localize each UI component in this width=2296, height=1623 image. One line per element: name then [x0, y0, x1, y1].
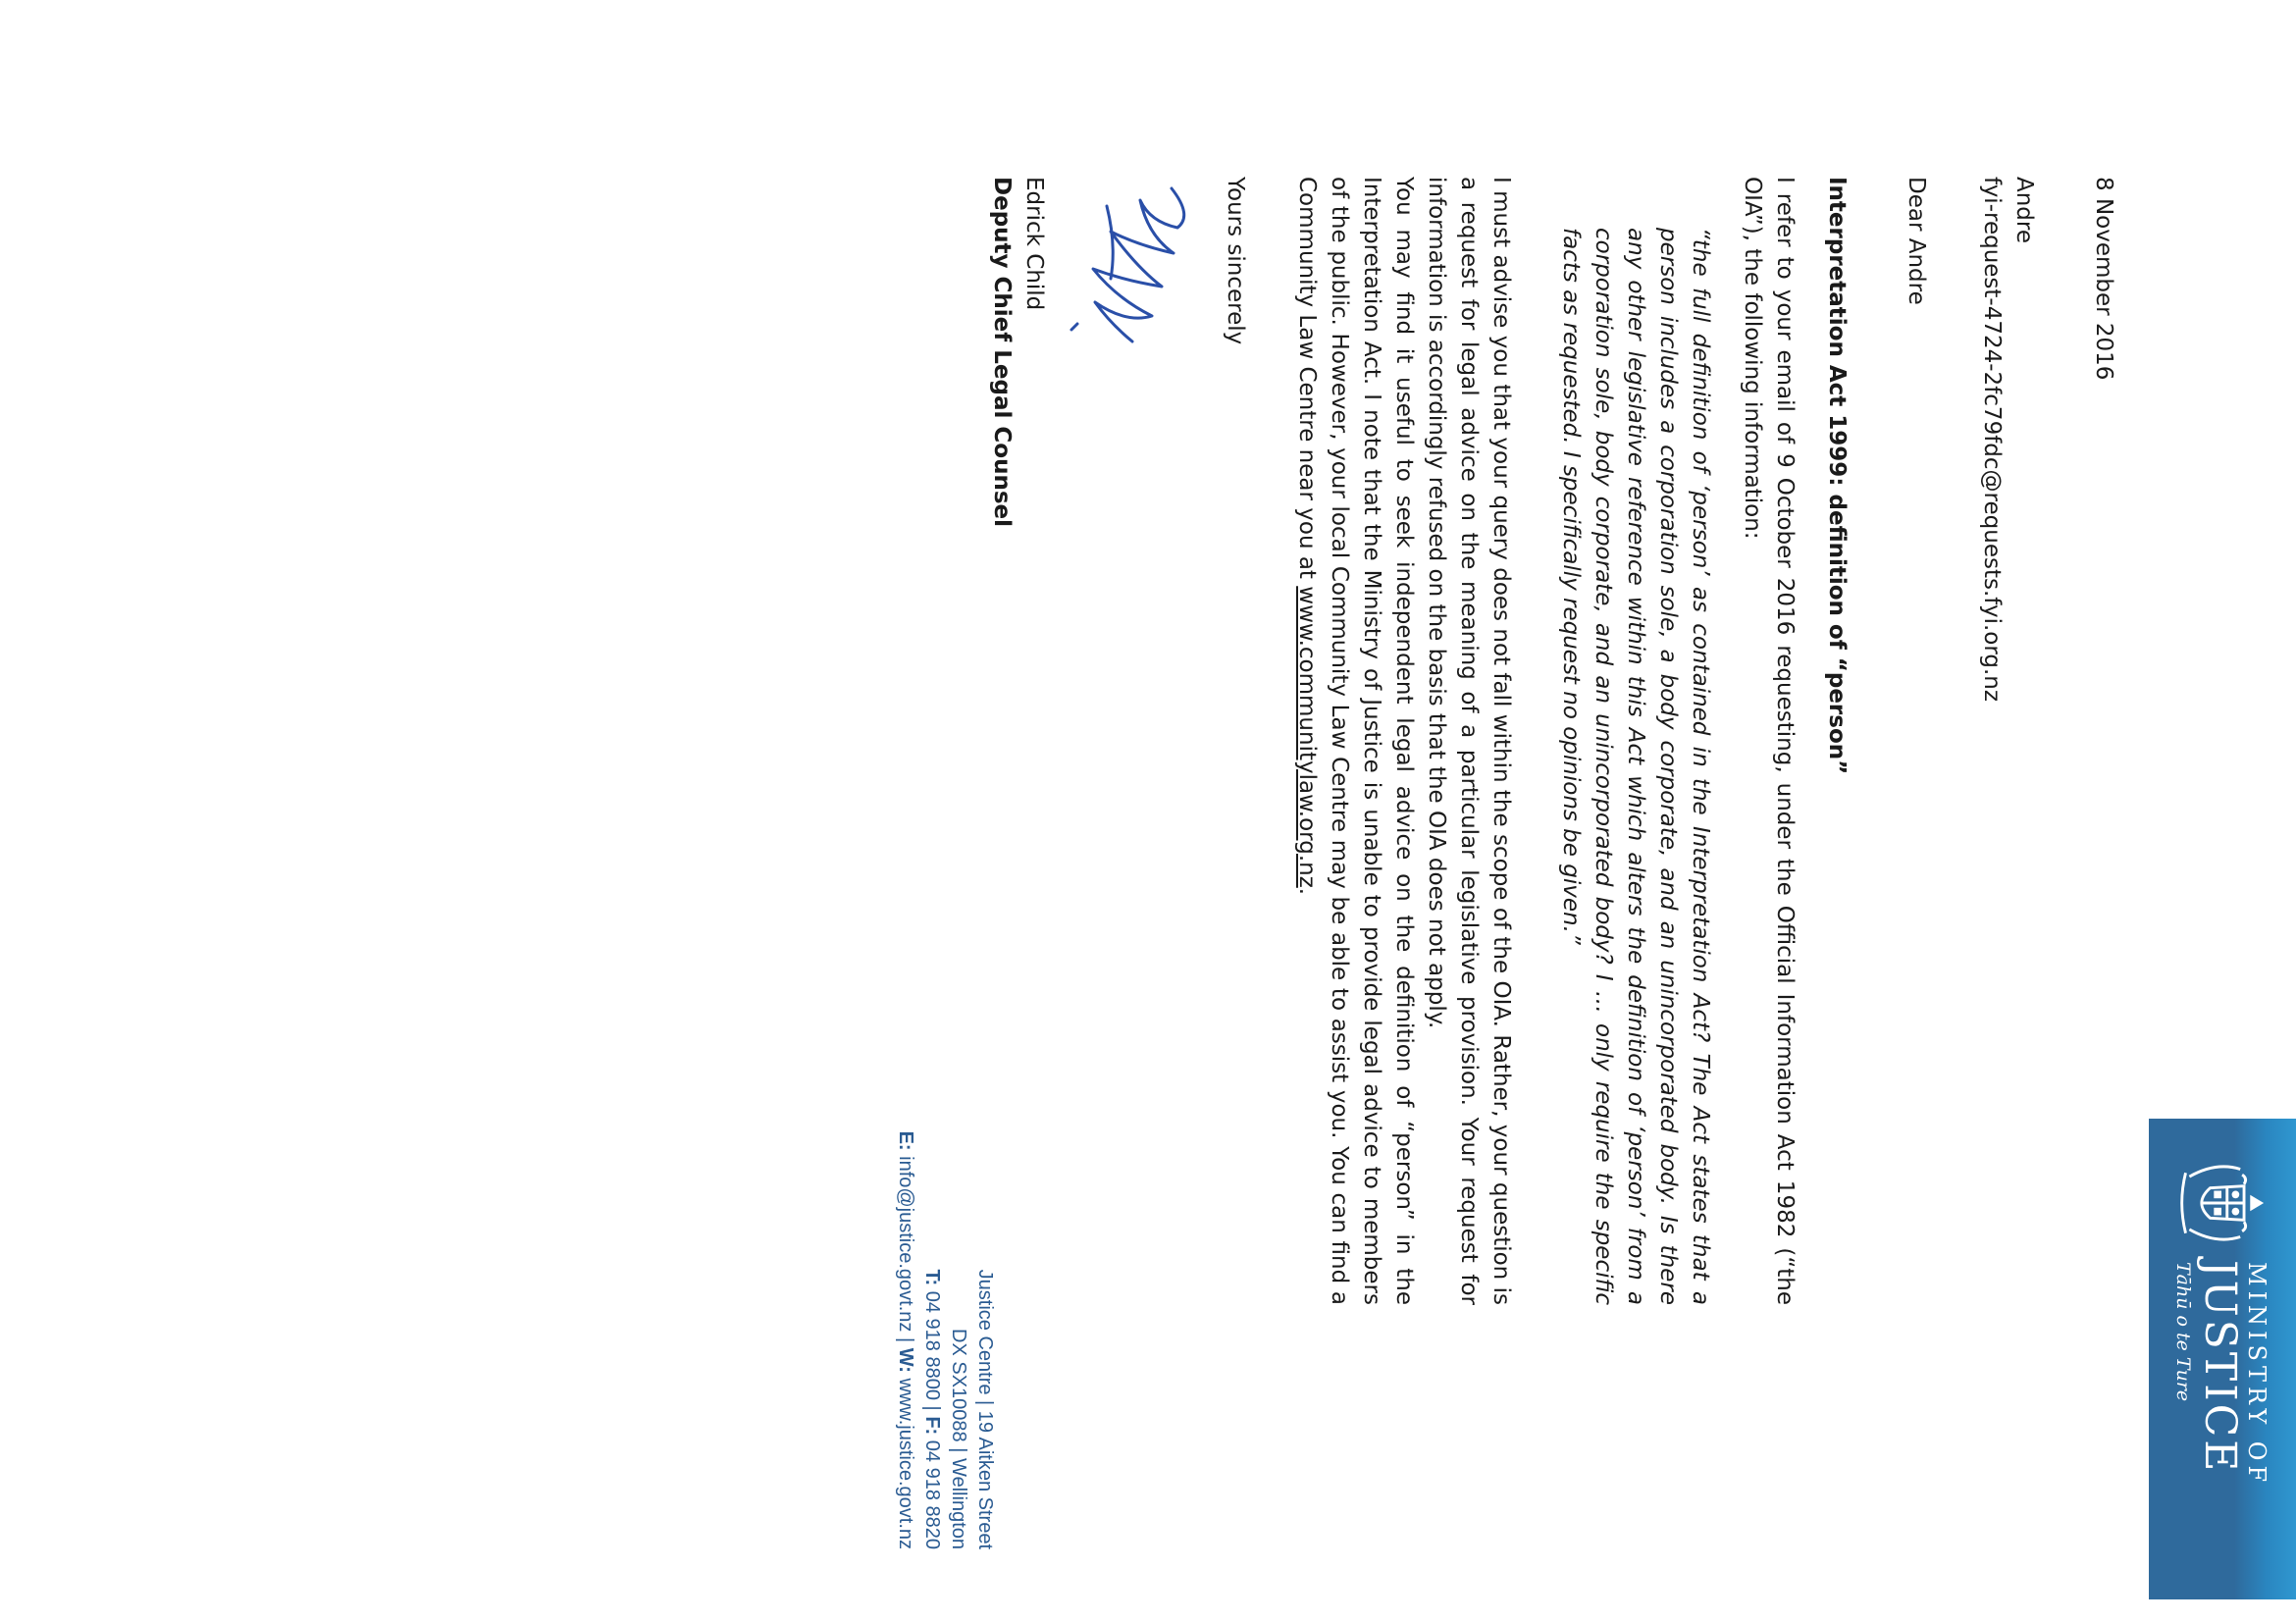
contact-email: info@justice.govt.nz [895, 1156, 916, 1333]
email-web-line [892, 1131, 918, 1549]
recipient-name: Andre [2011, 177, 2037, 244]
phone-label: T: [921, 1269, 943, 1286]
coat-of-arms-icon [2174, 1156, 2269, 1250]
quoted-request: “the full definition of ‘person’ as contained in the Interpretation Act? The Act states that a person includes a corporation sole, a body corporate, and an unincorporated body. Is there any other legislative reference within this Act which alters the definition of ‘person’ from a corporation sole, body corporate, and an unincorporated body? I … only require the specific facts as requested. I specifically request no opinions be given.” [1558, 228, 1713, 1305]
salutation: Dear Andre [1904, 177, 1929, 305]
body-paragraph-1: I must advise you that your query does not fall within the scope of the OIA. Rather, your question is a request for legal advice on the meaning of a particular legislative provision. Your request for information is accordingly refused on the basis that the OIA does not apply. [1424, 177, 1514, 1305]
body-paragraph-2-text: You may find it useful to seek independent legal advice on the definition of “person” in the Interpretation Act. I note that the Ministry of Justice is unable to provide legal advice to members of the public. However, your local Community Law Centre may be able to assist you. You can find a Community Law Centre near you at [1294, 177, 1417, 1305]
intro-paragraph: I refer to your email of 9 October 2016 requesting, under the Official Information Act 1982 (“the OIA”), the following information: [1740, 177, 1798, 1305]
ministry-of-justice-logo [2149, 1119, 2296, 1599]
logo-ministry-of-text: MINISTRY OF [2243, 1262, 2270, 1488]
subject-heading: Interpretation Act 1999: definition of “person” [1824, 177, 1850, 775]
logo-justice-text: JUSTICE [2195, 1260, 2245, 1475]
handwritten-signature-icon [1054, 177, 1201, 363]
body-paragraph-2-end: . [1294, 887, 1320, 896]
contact-website: www.justice.govt.nz [895, 1378, 916, 1549]
web-label: W: [895, 1347, 916, 1373]
recipient-email: fyi-request-4724-2fc79fdc@requests.fyi.org.nz [1979, 177, 2005, 702]
signatory-name: Edrick Child [1021, 177, 1047, 311]
closing: Yours sincerely [1223, 177, 1248, 345]
signatory-title: Deputy Chief Legal Counsel [989, 177, 1015, 528]
address-line-1: Justice Centre | 19 Aitken Street [974, 1269, 996, 1549]
letter-body [985, 177, 2129, 1305]
contact-block [892, 1131, 998, 1549]
fax-label: F: [921, 1416, 943, 1436]
address-line-2: DX SX10088 | Wellington [948, 1329, 969, 1549]
body-paragraph-2 [1290, 177, 1420, 1305]
separator: | [895, 1336, 916, 1343]
logo-tagline: Tāhū o te Ture [2172, 1262, 2194, 1402]
separator: | [921, 1405, 943, 1411]
letter-date: 8 November 2016 [2091, 177, 2116, 381]
community-law-link[interactable]: www.communitylaw.org.nz [1294, 586, 1320, 888]
phone-number: 04 918 8800 [921, 1290, 943, 1400]
phone-fax-line [918, 1131, 945, 1549]
fax-number: 04 918 8820 [921, 1440, 943, 1549]
email-label: E: [895, 1130, 916, 1151]
